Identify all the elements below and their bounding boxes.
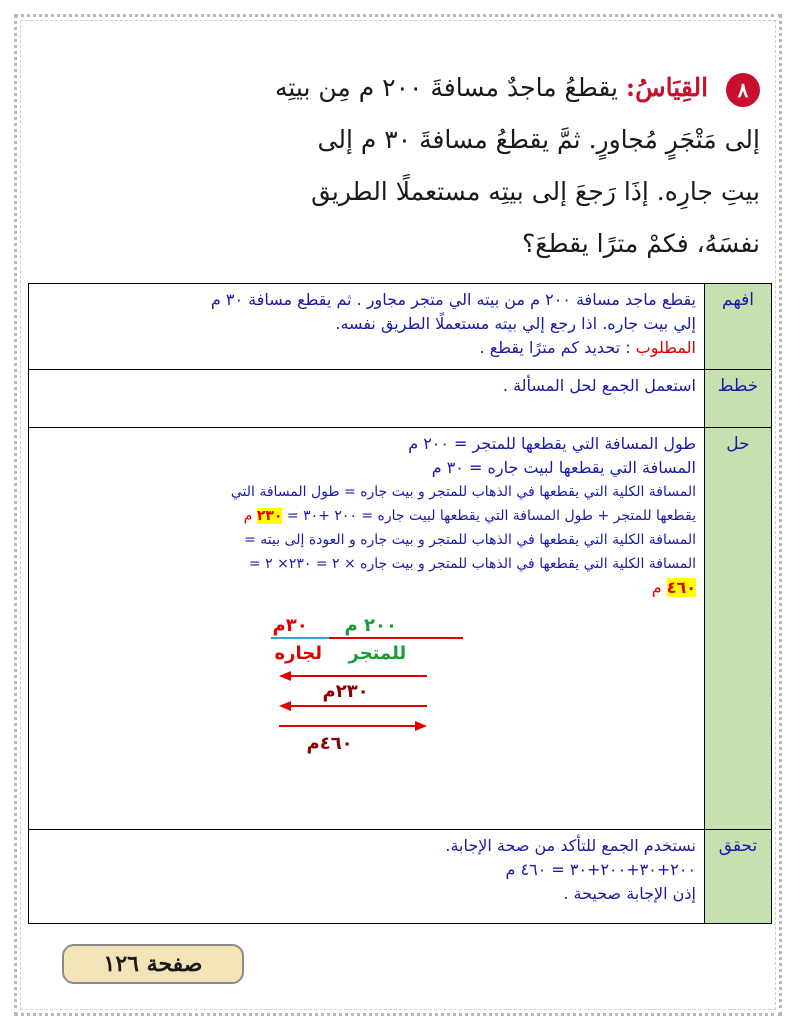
plan-text: استعمل الجمع لحل المسألة . [502,376,696,395]
arrow-460-label: ٤٦٠م [306,733,353,754]
solution-steps-table [28,283,772,924]
step-row-understand [29,284,772,370]
step-label-plan: خطط [705,370,772,428]
step-row-solve [29,428,772,830]
result-230-unit: م [243,508,253,524]
problem-line-1 [180,62,760,114]
step-content-understand [29,284,705,370]
seg2-label: لجاره [274,643,322,664]
step-row-check [29,830,772,924]
arrow-return-head [415,721,427,731]
seg2-value: ٣٠م [272,615,308,636]
step-content-plan [29,370,705,428]
distance-diagram [267,614,467,774]
understand-line-2: إلي بيت جاره. اذا رجع إلي بيته مستعملًا الطريق نفسه. [335,314,696,333]
solve-line-3: المسافة الكلية التي يقطعها في الذهاب للمتجر و بيت جاره = طول المسافة التي [230,484,696,500]
result-460-unit: م [651,578,662,597]
arrow-230-label: ٢٣٠م [322,681,369,702]
solve-line-5: المسافة الكلية التي يقطعها في الذهاب للمتجر و بيت جاره و العودة إلى بيته = [244,532,696,548]
page-number-label: صفحة ١٢٦ [62,944,244,984]
required-label: المطلوب [635,338,696,357]
result-460-highlight: ٤٦٠ [666,578,696,597]
solve-line-4-text: يقطعها للمتجر + طول المسافة التي يقطعها لبيت جاره = ٢٠٠ +٣٠ = [286,508,696,524]
check-line-2: ٢٠٠+٣٠+٢٠٠+٣٠ = ٤٦٠ م [505,860,696,879]
solve-line-4 [37,504,696,528]
problem-title: القِيَاسُ: [625,73,709,102]
step-content-solve [29,428,705,830]
solve-line-7 [37,576,696,600]
step-label-solve: حل [705,428,772,830]
understand-line-1: يقطع ماجد مسافة ٢٠٠ م من بيته الي متجر مجاور . ثم يقطع مسافة ٣٠ م [210,290,696,309]
problem-number-badge: ٨ [726,73,760,107]
arrow-230-head [279,671,291,681]
step-row-plan [29,370,772,428]
solve-line-1: طول المسافة التي يقطعها للمتجر = ٢٠٠ م [408,434,696,453]
understand-required [37,336,696,360]
step-label-check: تحقق [705,830,772,924]
seg1-label: للمتجر [348,643,407,664]
problem-line-3: بيتِ جارِه. إذَا رَجعَ إلى بيتِه مستعملًا الطريق [311,177,760,206]
problem-line-4: نفسَهُ، فكمْ مترًا يقطعَ؟ [522,229,760,258]
solve-line-2: المسافة التي يقطعها لبيت جاره = ٣٠ م [431,458,696,477]
arrow-back-left-head [279,701,291,711]
seg1-value: ٢٠٠ م [344,615,397,636]
required-text: : تحديد كم مترًا يقطع . [479,338,631,357]
check-line-1: نستخدم الجمع للتأكد من صحة الإجابة. [445,836,696,855]
problem-statement [180,62,760,270]
solve-line-6: المسافة الكلية التي يقطعها في الذهاب للمتجر و بيت جاره × ٢ = ٢٣٠× ٢ = [248,556,696,572]
step-content-check [29,830,705,924]
step-label-understand: افهم [705,284,772,370]
check-line-3: إذن الإجابة صحيحة . [563,884,696,903]
problem-text-1: يقطعُ ماجدٌ مسافةَ ٢٠٠ م مِن بيتِه [274,73,618,102]
problem-line-2: إلى مَتْجَرٍ مُجاورٍ. ثمَّ يقطعُ مسافةَ ٣٠ م إلى [317,125,760,154]
result-230-highlight: ٢٣٠ [256,508,283,524]
